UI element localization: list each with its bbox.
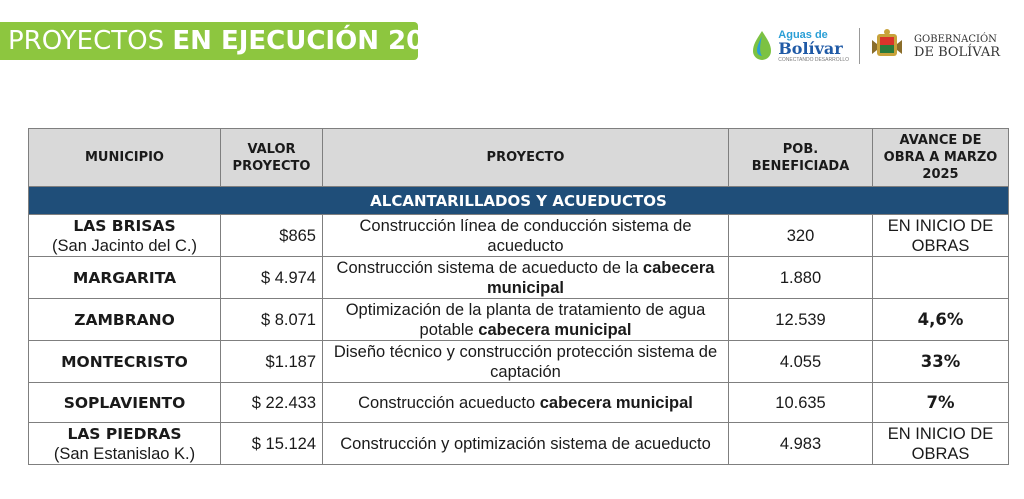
- table-row: [29, 215, 1009, 257]
- municipio-sub: (San Estanislao K.): [53, 444, 196, 463]
- cell-municipio: [29, 215, 221, 257]
- cell-proyecto: [323, 299, 729, 341]
- cell-proyecto: [323, 423, 729, 465]
- section-label: ALCANTARILLADOS Y ACUEDUCTOS: [29, 187, 1009, 215]
- cell-municipio: [29, 299, 221, 341]
- avance-text: EN INICIO DE OBRAS: [887, 424, 994, 463]
- cell-avance: [873, 423, 1009, 465]
- cell-municipio: [29, 383, 221, 423]
- gob-logo-line1: GOBERNACIÓN: [914, 34, 997, 45]
- cell-municipio: [29, 257, 221, 299]
- cell-proyecto: [323, 257, 729, 299]
- gob-logo-line2: DE BOLÍVAR: [914, 45, 1000, 60]
- avance-bold: 7%: [926, 392, 955, 412]
- header-poblacion: POB. BENEFICIADA: [729, 129, 873, 187]
- avance-bold: 33%: [920, 351, 961, 371]
- avance-text: EN INICIO DE OBRAS: [887, 216, 994, 255]
- municipio-name: MONTECRISTO: [61, 352, 188, 371]
- title-bold: EN EJECUCIÓN 2025: [172, 26, 461, 56]
- municipio-name: ZAMBRANO: [74, 310, 175, 329]
- cell-avance: [873, 299, 1009, 341]
- cell-avance: [873, 341, 1009, 383]
- aguas-logo-line1: Aguas de: [778, 28, 828, 41]
- cell-valor: $1.187: [221, 341, 323, 383]
- proyecto-text: Construcción sistema de acueducto de la: [336, 258, 643, 277]
- proyecto-bold: cabecera municipal: [478, 320, 632, 339]
- section-row: [29, 187, 1009, 215]
- municipio-name: LAS PIEDRAS: [67, 424, 182, 443]
- projects-table: [28, 128, 1009, 465]
- cell-poblacion: 4.055: [729, 341, 873, 383]
- cell-municipio: [29, 423, 221, 465]
- logos-area: [750, 24, 1000, 68]
- gobernacion-logo-text: [914, 33, 1000, 59]
- cell-valor: $ 4.974: [221, 257, 323, 299]
- avance-bold: 4,6%: [917, 309, 964, 329]
- page-title: [8, 26, 460, 56]
- cell-avance: [873, 215, 1009, 257]
- header-avance: AVANCE DE OBRA A MARZO 2025: [873, 129, 1009, 187]
- logo-divider: [859, 28, 860, 64]
- coat-of-arms-icon: [870, 28, 904, 64]
- cell-proyecto: [323, 341, 729, 383]
- proyecto-text: Construcción acueducto: [358, 393, 540, 412]
- cell-municipio: [29, 341, 221, 383]
- cell-proyecto: [323, 383, 729, 423]
- cell-valor: $ 8.071: [221, 299, 323, 341]
- cell-poblacion: 320: [729, 215, 873, 257]
- table-row: [29, 383, 1009, 423]
- title-banner: [0, 22, 461, 60]
- aguas-de-bolivar-logo: [750, 30, 849, 63]
- table-row: [29, 341, 1009, 383]
- proyecto-text: Diseño técnico y construcción protección sistema de captación: [333, 342, 718, 381]
- proyecto-text: Optimización de la planta de tratamiento de agua potable: [345, 300, 706, 339]
- cell-poblacion: 12.539: [729, 299, 873, 341]
- cell-poblacion: 4.983: [729, 423, 873, 465]
- header-proyecto: PROYECTO: [323, 129, 729, 187]
- table-row: [29, 299, 1009, 341]
- cell-valor: $ 22.433: [221, 383, 323, 423]
- cell-valor: $865: [221, 215, 323, 257]
- municipio-name: LAS BRISAS: [73, 216, 176, 235]
- proyecto-text: Construcción y optimización sistema de acueducto: [340, 434, 711, 453]
- cell-poblacion: 1.880: [729, 257, 873, 299]
- table-row: [29, 423, 1009, 465]
- aguas-logo-tagline: CONECTANDO DESARROLLO: [778, 56, 850, 63]
- proyecto-bold: cabecera municipal: [539, 393, 693, 412]
- cell-valor: $ 15.124: [221, 423, 323, 465]
- water-drop-icon: [750, 30, 774, 62]
- header-municipio: MUNICIPIO: [29, 129, 221, 187]
- cell-proyecto: [323, 215, 729, 257]
- proyecto-text: Construcción línea de conducción sistema de acueducto: [359, 216, 692, 255]
- aguas-logo-line2: Bolívar: [778, 38, 843, 58]
- cell-avance: [873, 257, 1009, 299]
- table-row: [29, 257, 1009, 299]
- title-regular: PROYECTOS: [8, 26, 173, 56]
- municipio-name: SOPLAVIENTO: [63, 393, 186, 412]
- proyecto-bold: cabecera municipal: [486, 258, 715, 297]
- header-valor: VALOR PROYECTO: [221, 129, 323, 187]
- cell-poblacion: 10.635: [729, 383, 873, 423]
- table-header-row: [29, 129, 1009, 187]
- cell-avance: [873, 383, 1009, 423]
- municipio-name: MARGARITA: [72, 268, 177, 287]
- municipio-sub: (San Jacinto del C.): [52, 236, 197, 255]
